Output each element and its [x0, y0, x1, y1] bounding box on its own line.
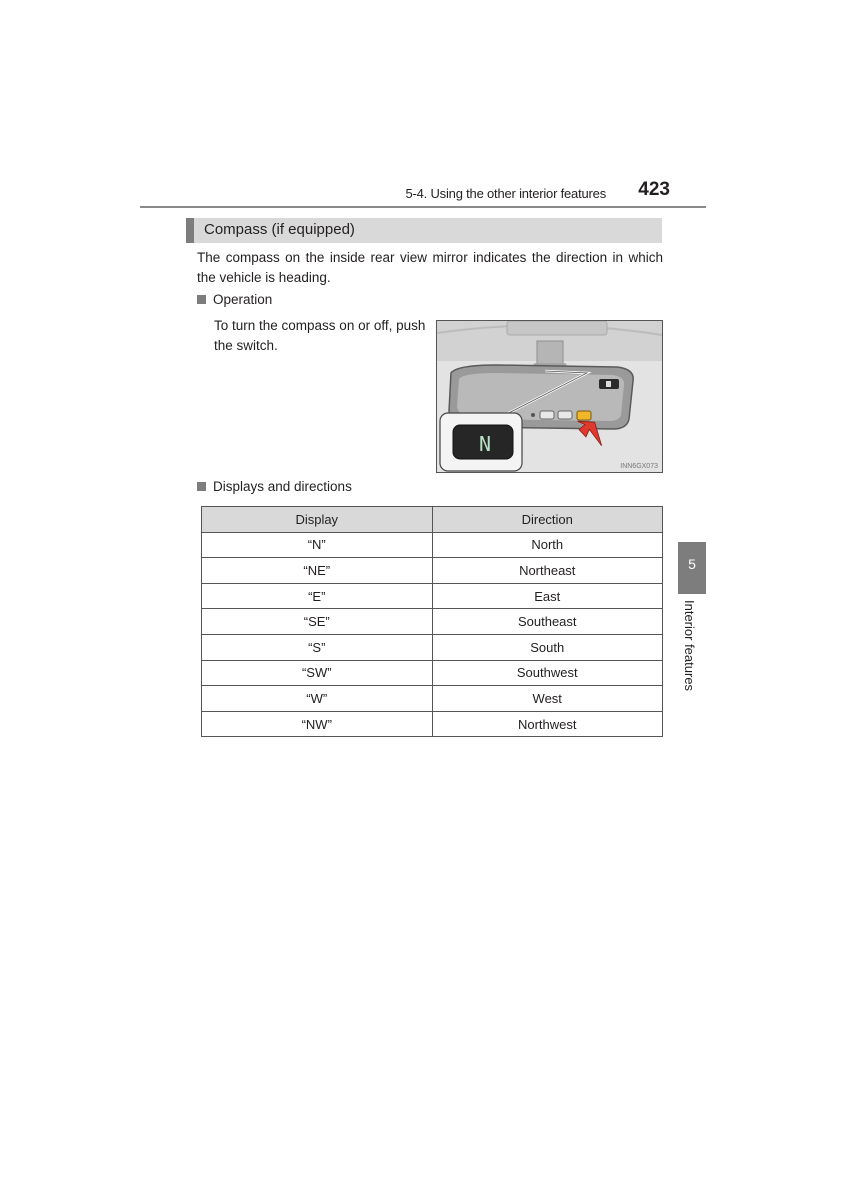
display-cell: “S” — [202, 634, 433, 660]
bullet-square-icon — [197, 482, 206, 491]
display-cell: “NE” — [202, 558, 433, 584]
table-row — [202, 711, 663, 737]
column-header-direction: Direction — [432, 507, 663, 533]
compass-display-letter: N — [479, 432, 492, 456]
direction-cell: West — [432, 686, 663, 712]
direction-cell: Southeast — [432, 609, 663, 635]
mirror-compass-figure — [436, 320, 663, 473]
operation-heading — [197, 292, 272, 307]
chapter-tab — [678, 542, 706, 594]
table-row — [202, 532, 663, 558]
table-row — [202, 660, 663, 686]
table-row — [202, 583, 663, 609]
table-row — [202, 686, 663, 712]
display-cell: “W” — [202, 686, 433, 712]
display-cell: “SW” — [202, 660, 433, 686]
table-row — [202, 609, 663, 635]
directions-table — [201, 506, 663, 737]
chapter-number: 5 — [688, 556, 696, 572]
table-row — [202, 558, 663, 584]
display-cell: “NW” — [202, 711, 433, 737]
header-section-title: 5-4. Using the other interior features — [405, 186, 606, 201]
page-header — [140, 176, 706, 208]
displays-heading-text: Displays and directions — [213, 479, 352, 494]
direction-cell: Northeast — [432, 558, 663, 584]
display-cell: “SE” — [202, 609, 433, 635]
table-header-row — [202, 507, 663, 533]
page-number: 423 — [638, 179, 670, 200]
operation-text: To turn the compass on or off, push the switch. — [214, 318, 426, 353]
section-title-bar — [186, 218, 662, 243]
direction-cell: Northwest — [432, 711, 663, 737]
direction-cell: North — [432, 532, 663, 558]
section-title: Compass (if equipped) — [204, 221, 355, 238]
mirror-illustration — [437, 321, 662, 472]
direction-cell: South — [432, 634, 663, 660]
table-row — [202, 634, 663, 660]
display-cell: “N” — [202, 532, 433, 558]
display-cell: “E” — [202, 583, 433, 609]
chapter-label: Interior features — [682, 600, 697, 692]
bullet-square-icon — [197, 295, 206, 304]
direction-cell: East — [432, 583, 663, 609]
intro-paragraph: The compass on the inside rear view mirror indicates the direction in which the vehicle is heading. — [197, 250, 663, 285]
direction-cell: Southwest — [432, 660, 663, 686]
figure-code: INN6GX073 — [620, 463, 658, 470]
displays-heading — [197, 479, 352, 494]
column-header-display: Display — [202, 507, 433, 533]
operation-heading-text: Operation — [213, 292, 273, 307]
